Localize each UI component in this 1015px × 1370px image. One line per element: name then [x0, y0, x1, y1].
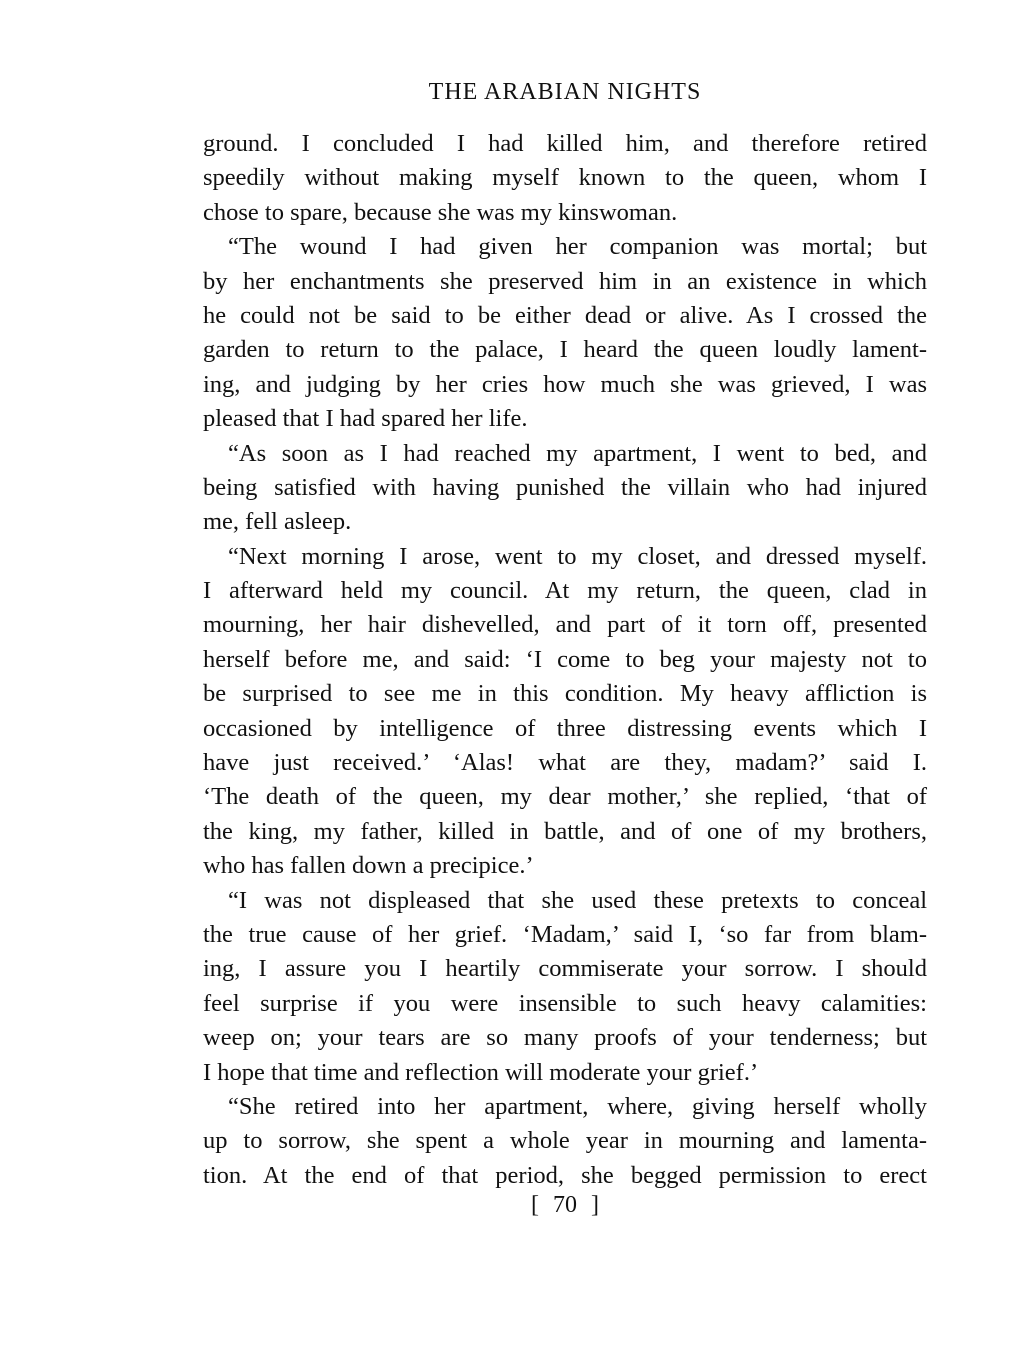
text-line: mourning, her hair dishevelled, and part of it torn off, presented: [203, 611, 927, 639]
text-line: who has fallen down a precipice.’: [203, 852, 534, 880]
text-line: ground. I concluded I had killed him, and therefore retired: [203, 130, 927, 157]
body-text: [203, 127, 927, 1193]
text-line: tion. At the end of that period, she begged permission to erect: [203, 1161, 927, 1189]
text-line: occasioned by intelligence of three distressing events which I: [203, 714, 927, 742]
text-line: “She retired into her apartment, where, giving herself wholly: [228, 1092, 927, 1120]
text-line: “The wound I had given her companion was mortal; but: [228, 233, 927, 261]
text-line: I hope that time and reflection will moderate your grief.’: [203, 1058, 759, 1086]
open-bracket: [: [531, 1192, 539, 1218]
text-line: be surprised to see me in this condition. My heavy affliction is: [203, 680, 927, 708]
text-line: “Next morning I arose, went to my closet, and dressed myself.: [228, 542, 927, 570]
text-line: pleased that I had spared her life.: [203, 405, 528, 433]
text-line: he could not be said to be either dead or alive. As I crossed the: [203, 301, 927, 329]
text-line: feel surprise if you were insensible to such heavy calamities:: [203, 989, 927, 1017]
text-line: ing, and judging by her cries how much she was grieved, I was: [203, 370, 927, 398]
page-number: [203, 1192, 927, 1219]
text-line: herself before me, and said: ‘I come to beg your majesty not to: [203, 645, 927, 673]
text-line: being satisfied with having punished the villain who had injured: [203, 473, 927, 501]
text-line: chose to spare, because she was my kinswoman.: [203, 198, 678, 226]
text-line: “I was not displeased that she used these pretexts to conceal: [228, 886, 927, 914]
text-line: weep on; your tears are so many proofs of your tenderness; but: [203, 1024, 927, 1052]
text-line: the true cause of her grief. ‘Madam,’ said I, ‘so far from blam-: [203, 920, 927, 948]
text-line: speedily without making myself known to the queen, whom I: [203, 164, 927, 192]
text-line: I afterward held my council. At my return, the queen, clad in: [203, 577, 927, 605]
text-line: ing, I assure you I heartily commiserate your sorrow. I should: [203, 955, 927, 983]
text-line: the king, my father, killed in battle, and of one of my brothers,: [203, 817, 927, 845]
text-line: have just received.’ ‘Alas! what are they, madam?’ said I.: [203, 749, 927, 777]
text-line: garden to return to the palace, I heard the queen loudly lament-: [203, 336, 927, 364]
text-line: me, fell asleep.: [203, 508, 352, 536]
text-line: ‘The death of the queen, my dear mother,’ she replied, ‘that of: [203, 783, 927, 811]
close-bracket: ]: [591, 1192, 599, 1218]
page-number-value: 70: [553, 1192, 577, 1218]
text-line: by her enchantments she preserved him in an existence in which: [203, 267, 927, 295]
text-line: “As soon as I had reached my apartment, I went to bed, and: [228, 439, 927, 467]
text-line: up to sorrow, she spent a whole year in mourning and lamenta-: [203, 1127, 927, 1155]
running-header: THE ARABIAN NIGHTS: [428, 79, 702, 105]
